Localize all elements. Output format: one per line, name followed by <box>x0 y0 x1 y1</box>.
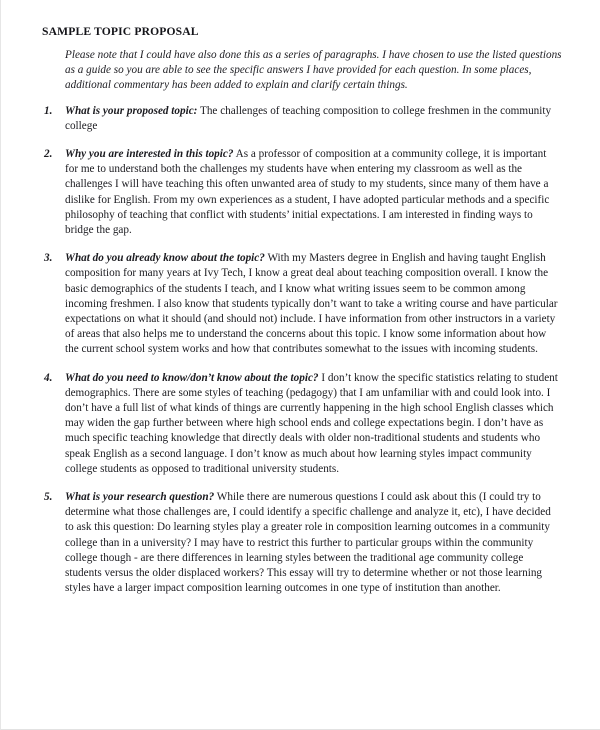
list-item-answer: The challenges of teaching composition to college freshmen in the community college <box>65 104 552 132</box>
document-body <box>42 24 562 597</box>
list-item-answer: With my Masters degree in English and having taught English composition for many years at Ivy Tech, I know a great deal about teaching composition overall. I know the basic demographics of the students I teach, and I know what writing issues seem to be common among incoming freshmen. I also know that students typically don’t want to take a writing course and have particular expectations on what it should (and should not) include. I have information from other instructors in a variety of areas that also helps me to understand the concerns about this topic. I know some information about how the current school system works and how that contributes somewhat to the issues with incoming students. <box>65 252 558 356</box>
list-item-question: What do you already know about the topic? <box>65 252 265 265</box>
list-item-answer: I don’t know the specific statistics relating to student demographics. There are some styles of teaching (pedagogy) that I am unfamiliar with and could look into. I don’t have a full list of what kinds of things are currently happening in the high school English classes which may widen the gap further between where high school ends and college expectations begin. I don’t have as much specific teaching knowledge that directly deals with older non-traditional students and students who speak English as a second language. I don’t know as much about how learning styles impact community college students as opposed to traditional university students. <box>65 371 558 475</box>
list-item <box>42 371 562 477</box>
question-answer-list <box>42 104 562 597</box>
intro-note-paragraph: Please note that I could have also done this as a series of paragraphs. I have chosen to use the listed questions as a guide so you are able to see the specific answers I have provided for each question. In some places, additional commentary has been added to explain and clarify certain things. <box>65 49 562 92</box>
list-item <box>42 147 562 238</box>
list-item-marker: 5. <box>44 491 53 504</box>
list-item-marker: 4. <box>44 371 53 384</box>
list-item-marker: 1. <box>44 104 53 117</box>
list-item-marker: 3. <box>44 252 53 265</box>
list-item-marker: 2. <box>44 148 53 161</box>
document-title: SAMPLE TOPIC PROPOSAL <box>42 25 199 38</box>
list-item-question: What do you need to know/don’t know about the topic? <box>65 371 319 384</box>
list-item-answer: As a professor of composition at a community college, it is important for me to understand both the challenges my students have when entering my classroom as well as the challenges I will have teaching this often unwanted area of study to my students, since many of them have a dislike for English. From my own experiences as a student, I have adopted particular methods and a specific philosophy of teaching that conflict with students’ initial expectations. I am interested in finding ways to bridge the gap. <box>65 148 550 237</box>
list-item <box>42 104 562 134</box>
list-item <box>42 490 562 596</box>
list-item-question: Why you are interested in this topic? <box>65 148 234 161</box>
page-sheet <box>4 0 600 727</box>
list-item <box>42 251 562 357</box>
list-item-question: What is your proposed topic: <box>65 104 198 117</box>
list-item-answer: While there are numerous questions I could ask about this (I could try to determine what those challenges are, I could identify a specific challenge and analyze it, etc), I have decided to ask this question: Do learning styles play a greater role in composition learning outcomes in a community college than in a university? I may have to restrict this further to particular groups within the community college though - are there differences in learning styles between the traditional age community college students versus the older displaced workers? This essay will try to determine whether or not those learning styles have a larger impact composition learning outcomes in one type of institution than another. <box>65 491 551 595</box>
list-item-question: What is your research question? <box>65 491 215 504</box>
